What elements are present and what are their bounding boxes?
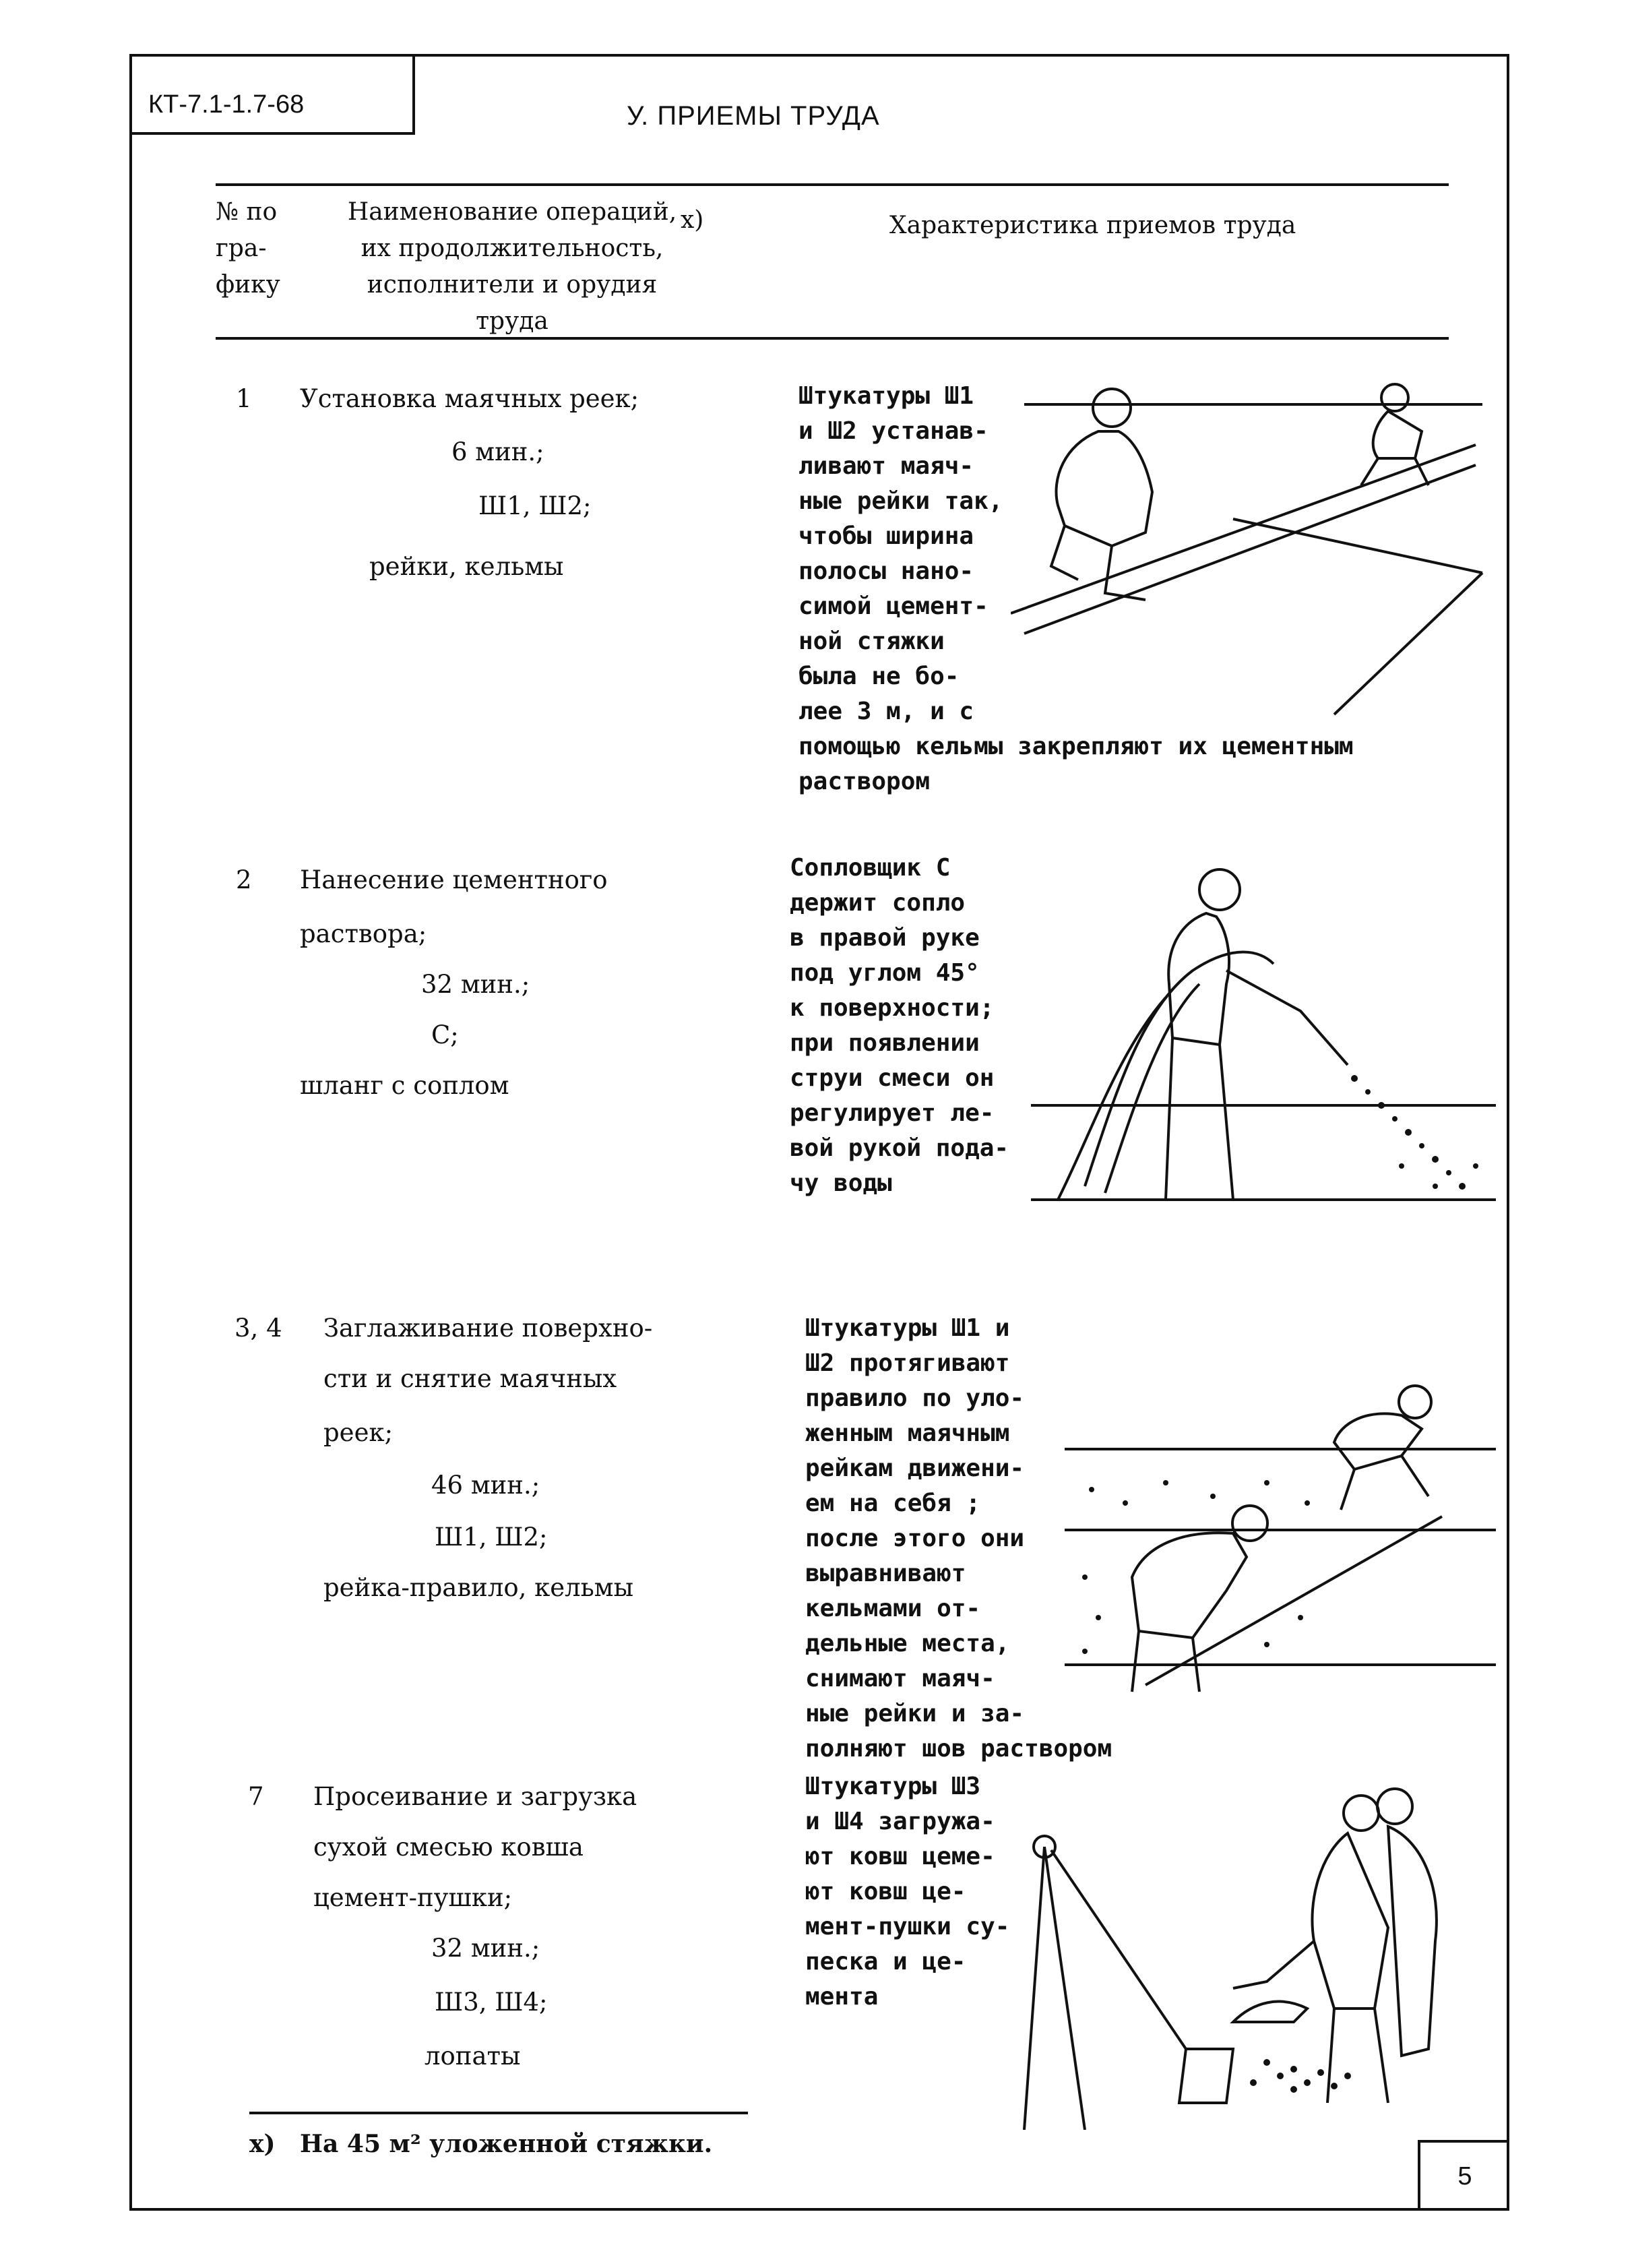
row-description: Штукатуры Ш1 и Ш2 протягивают правило по уло- женным маячным рейкам движени- ем на себя ; после этого они выравнивают кельмами от- дельные места, снимают маяч- ные рейки и за- полняют шов раствором [805, 1314, 1112, 1763]
operation-tools: лопаты [425, 2042, 521, 2071]
row-description: Штукатуры Ш1 и Ш2 устанав- ливают маяч- ные рейки так, чтобы ширина полосы нано- симой цемент- ной стяжки была не бо- лее 3 м, и с помощью кельмы закрепляют их цементным раствором [798, 382, 1354, 795]
footnote-mark: х) [249, 2130, 276, 2158]
footnote-marker: х) [681, 206, 704, 234]
operation-name-cont: сти и снятие маячных [323, 1364, 617, 1393]
footnote-text: На 45 м² уложенной стяжки. [300, 2130, 713, 2158]
header-col-characteristics: Характеристика приемов труда [889, 212, 1296, 239]
operation-performers: Ш1, Ш2; [478, 491, 592, 520]
section-title: У. ПРИЕМЫ ТРУДА [627, 101, 880, 131]
operation-tools: шланг с соплом [300, 1071, 509, 1100]
operation-name: Заглаживание поверхно- [323, 1314, 653, 1343]
header-top-rule [216, 183, 1449, 186]
operation-tools: рейка-правило, кельмы [323, 1573, 634, 1602]
footnote [249, 2130, 712, 2158]
footnote-rule [249, 2112, 748, 2114]
operation-name: Установка маячных реек; [300, 384, 639, 413]
header-bottom-rule [216, 337, 1449, 340]
row-number: 1 [236, 384, 252, 413]
header-col-operations: Наименование операций, их продолжительность, исполнители и орудия труда [347, 198, 677, 335]
row-description: Штукатуры Ш3 и Ш4 загружа- ют ковш цеме- ют ковш це- мент-пушки су- песка и це- мента [805, 1773, 1010, 2011]
operation-name-cont: реек; [323, 1418, 394, 1447]
operation-performers: Ш3, Ш4; [435, 1988, 548, 2017]
operation-name-cont: цемент-пушки; [313, 1883, 513, 1912]
two-workers-shoveling-icon [1011, 1766, 1496, 2130]
operation-duration: 32 мин.; [431, 1934, 540, 1963]
operation-name-cont: раствора; [300, 919, 427, 948]
operation-name: Просеивание и загрузка [313, 1782, 637, 1811]
header-col-number: № по гра- фику [216, 198, 280, 299]
row-number: 2 [236, 865, 252, 894]
two-plasterers-setting-rails-icon [1011, 377, 1496, 728]
operation-performers: С; [431, 1020, 459, 1049]
operation-name: Нанесение цементного [300, 865, 608, 894]
operation-duration: 6 мин.; [451, 437, 544, 466]
operation-tools: рейки, кельмы [369, 552, 564, 581]
operation-name-cont: сухой смесью ковша [313, 1833, 584, 1862]
two-plasterers-leveling-icon [1065, 1375, 1496, 1698]
operation-duration: 46 мин.; [431, 1471, 540, 1500]
page-number: 5 [1418, 2140, 1509, 2211]
row-description: Сопловщик С держит сопло в правой руке под углом 45° к поверхности; при появлении струи смеси он регулирует ле- вой рукой пода- чу воды [790, 854, 1009, 1197]
row-number: 3, 4 [234, 1314, 282, 1343]
document-code: КТ-7.1-1.7-68 [129, 54, 415, 135]
operation-performers: Ш1, Ш2; [435, 1523, 548, 1552]
operation-duration: 32 мин.; [421, 970, 530, 999]
nozzle-operator-spraying-icon [1031, 849, 1496, 1227]
row-number: 7 [248, 1782, 264, 1811]
